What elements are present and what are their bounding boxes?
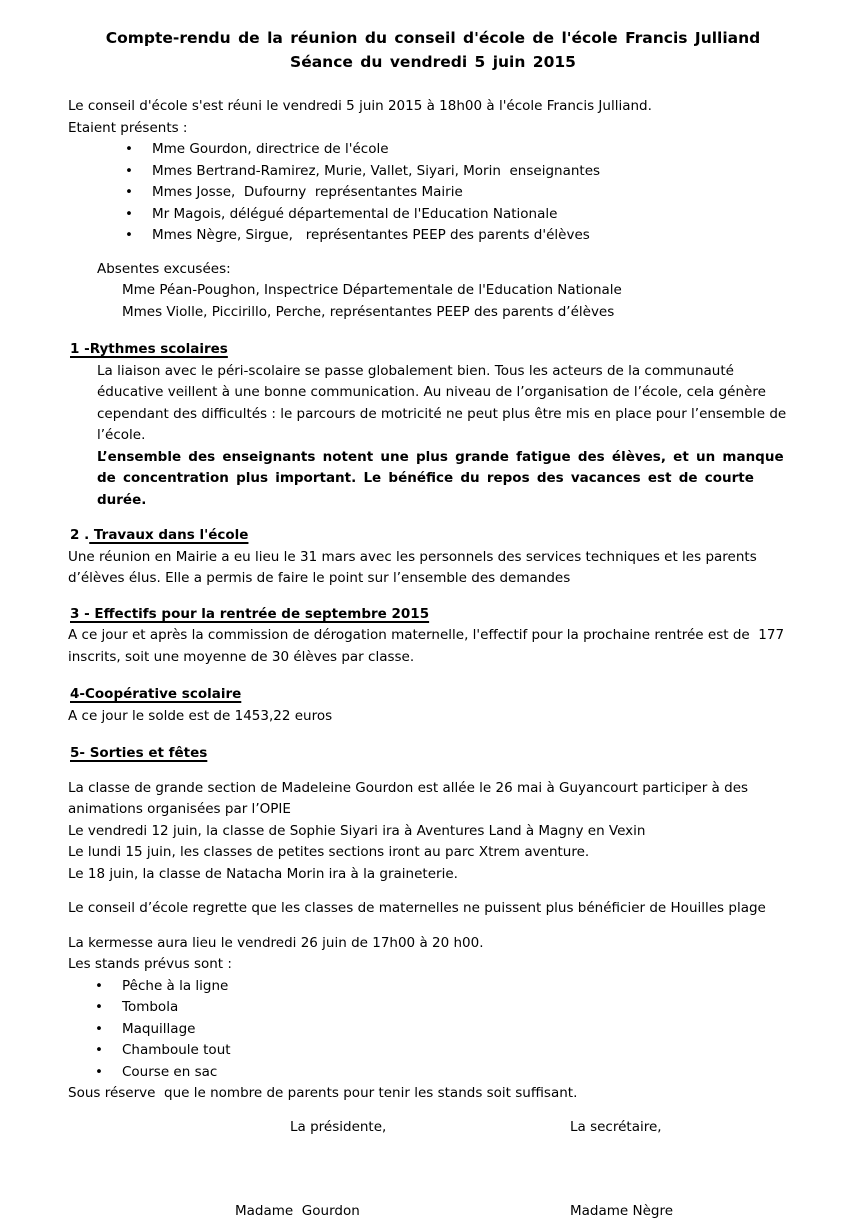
bullet-icon: • xyxy=(125,205,133,222)
attendees-list xyxy=(125,139,798,247)
proviso-line: Sous réserve que le nombre de parents pour tenir les stands soit suffisant. xyxy=(68,1085,578,1101)
bullet-icon: • xyxy=(125,227,133,243)
signature-name-negre: Madame Nègre xyxy=(570,1202,674,1218)
document-title xyxy=(68,26,798,74)
section-5-heading-text: 5- Sorties et fêtes xyxy=(70,745,208,761)
section-2-body: Une réunion en Mairie a eu lieu le 31 mars avec les personnels des services techniques et les parents d’élèves élus. Elle a permis de faire le point sur l’ensemble des demandes xyxy=(68,548,762,586)
bullet-icon: • xyxy=(95,1063,103,1080)
section-3-heading xyxy=(70,604,798,626)
section-5-heading xyxy=(70,743,798,765)
attendee-label: Mr Magois, délégué départemental de l'Education Nationale xyxy=(152,205,558,222)
section-travaux xyxy=(68,525,798,590)
attendee-label: Mmes Josse, Dufourny représentantes Mairie xyxy=(152,184,463,200)
stand-label: Chamboule tout xyxy=(122,1042,231,1058)
signature-role-president: La présidente, xyxy=(290,1118,387,1135)
bullet-icon: • xyxy=(125,162,133,179)
document-title-line1: Compte-rendu de la réunion du conseil d'école de l'école Francis Julliand xyxy=(105,29,761,47)
absent-item: Mme Péan-Poughon, Inspectrice Départementale de l'Education Nationale xyxy=(122,282,622,298)
signatures-block xyxy=(68,1117,798,1218)
section-1-heading xyxy=(70,339,798,361)
stand-item xyxy=(95,1040,798,1062)
bullet-icon: • xyxy=(95,1042,103,1058)
outing-line-3: Le lundi 15 juin, les classes de petites sections iront au parc Xtrem aventure. xyxy=(68,844,590,860)
section-1-heading-text: 1 -Rythmes scolaires xyxy=(70,341,228,357)
attendee-item xyxy=(125,225,798,247)
stand-label: Pêche à la ligne xyxy=(122,977,229,994)
bullet-icon: • xyxy=(125,141,133,157)
stands-intro: Les stands prévus sont : xyxy=(68,956,232,972)
bullet-icon: • xyxy=(95,977,103,994)
absents-block xyxy=(97,259,798,324)
absent-item: Mmes Violle, Piccirillo, Perche, représentantes PEEP des parents d’élèves xyxy=(122,303,615,320)
section-1-paragraph xyxy=(97,361,798,512)
attendee-label: Mmes Nègre, Sirgue, représentantes PEEP des parents d'élèves xyxy=(152,227,590,243)
signature-role-secretary: La secrétaire, xyxy=(570,1118,662,1135)
stand-label: Tombola xyxy=(122,999,179,1015)
stand-item xyxy=(95,1019,798,1041)
section-cooperative xyxy=(68,684,798,727)
outing-line-1: La classe de grande section de Madeleine Gourdon est allée le 26 mai à Guyancourt participer à des animations organisées par l’OPIE xyxy=(68,779,753,817)
attendee-item xyxy=(125,182,798,204)
stand-label: Maquillage xyxy=(122,1020,196,1037)
attendee-item xyxy=(125,139,798,161)
section-effectifs xyxy=(68,604,798,669)
section-sorties-fetes xyxy=(68,743,798,1105)
kermesse-line: La kermesse aura lieu le vendredi 26 juin de 17h00 à 20 h00. xyxy=(68,934,484,951)
signature-name-gourdon: Madame Gourdon xyxy=(235,1202,360,1218)
section-2-heading-text: Travaux dans l'école xyxy=(89,527,249,543)
bullet-icon: • xyxy=(125,184,133,200)
stands-list xyxy=(95,976,798,1084)
attendee-label: Mmes Bertrand-Ramirez, Murie, Vallet, Siyari, Morin enseignantes xyxy=(152,162,601,179)
intro-line1: Le conseil d'école s'est réuni le vendredi 5 juin 2015 à 18h00 à l'école Francis Julliand. xyxy=(68,98,652,114)
section-4-heading xyxy=(70,684,798,706)
section-3-body: A ce jour et après la commission de dérogation maternelle, l'effectif pour la prochaine rentrée est de 177 inscrits, soit une moyenne de 30 élèves par classe. xyxy=(68,627,789,665)
document-title-line2: Séance du vendredi 5 juin 2015 xyxy=(290,53,576,71)
outing-line-4: Le 18 juin, la classe de Natacha Morin ira à la graineterie. xyxy=(68,865,458,882)
stand-label: Course en sac xyxy=(122,1063,218,1080)
attendee-item xyxy=(125,161,798,183)
stand-item xyxy=(95,1062,798,1084)
intro-block xyxy=(68,96,798,139)
section-rythmes-scolaires xyxy=(68,339,798,511)
outing-line-2: Le vendredi 12 juin, la classe de Sophie Siyari ira à Aventures Land à Magny en Vexin xyxy=(68,822,646,839)
section-4-body: A ce jour le solde est de 1453,22 euros xyxy=(68,707,333,724)
attendee-item xyxy=(125,204,798,226)
section-1-body: La liaison avec le péri-scolaire se passe globalement bien. Tous les acteurs de la communauté éducative veillent à une bonne communication. Au niveau de l’organisation de l’école, cela génère cependant des difficultés : le parcours de motricité ne peut plus être mis en place pour l’ensemble de l’école. xyxy=(97,362,791,443)
section-3-heading-text: 3 - Effectifs pour la rentrée de septembre 2015 xyxy=(70,605,430,622)
intro-line2: Etaient présents : xyxy=(68,119,188,136)
absents-heading: Absentes excusées: xyxy=(97,260,231,277)
section-1-body-bold: L’ensemble des enseignants notent une plus grande fatigue des élèves, et un manque de concentration plus important. Le bénéfice du repos des vacances est de courte durée. xyxy=(97,448,791,508)
stand-item xyxy=(95,997,798,1019)
section-2-heading xyxy=(70,525,798,547)
attendee-label: Mme Gourdon, directrice de l'école xyxy=(152,141,389,157)
section-4-heading-text: 4-Coopérative scolaire xyxy=(70,686,242,702)
bullet-icon: • xyxy=(95,1020,103,1037)
stand-item xyxy=(95,976,798,998)
section-2-heading-prefix: 2 . xyxy=(70,527,90,543)
bullet-icon: • xyxy=(95,999,103,1015)
regret-line: Le conseil d’école regrette que les classes de maternelles ne puissent plus bénéficier de Houilles plage xyxy=(68,900,766,916)
